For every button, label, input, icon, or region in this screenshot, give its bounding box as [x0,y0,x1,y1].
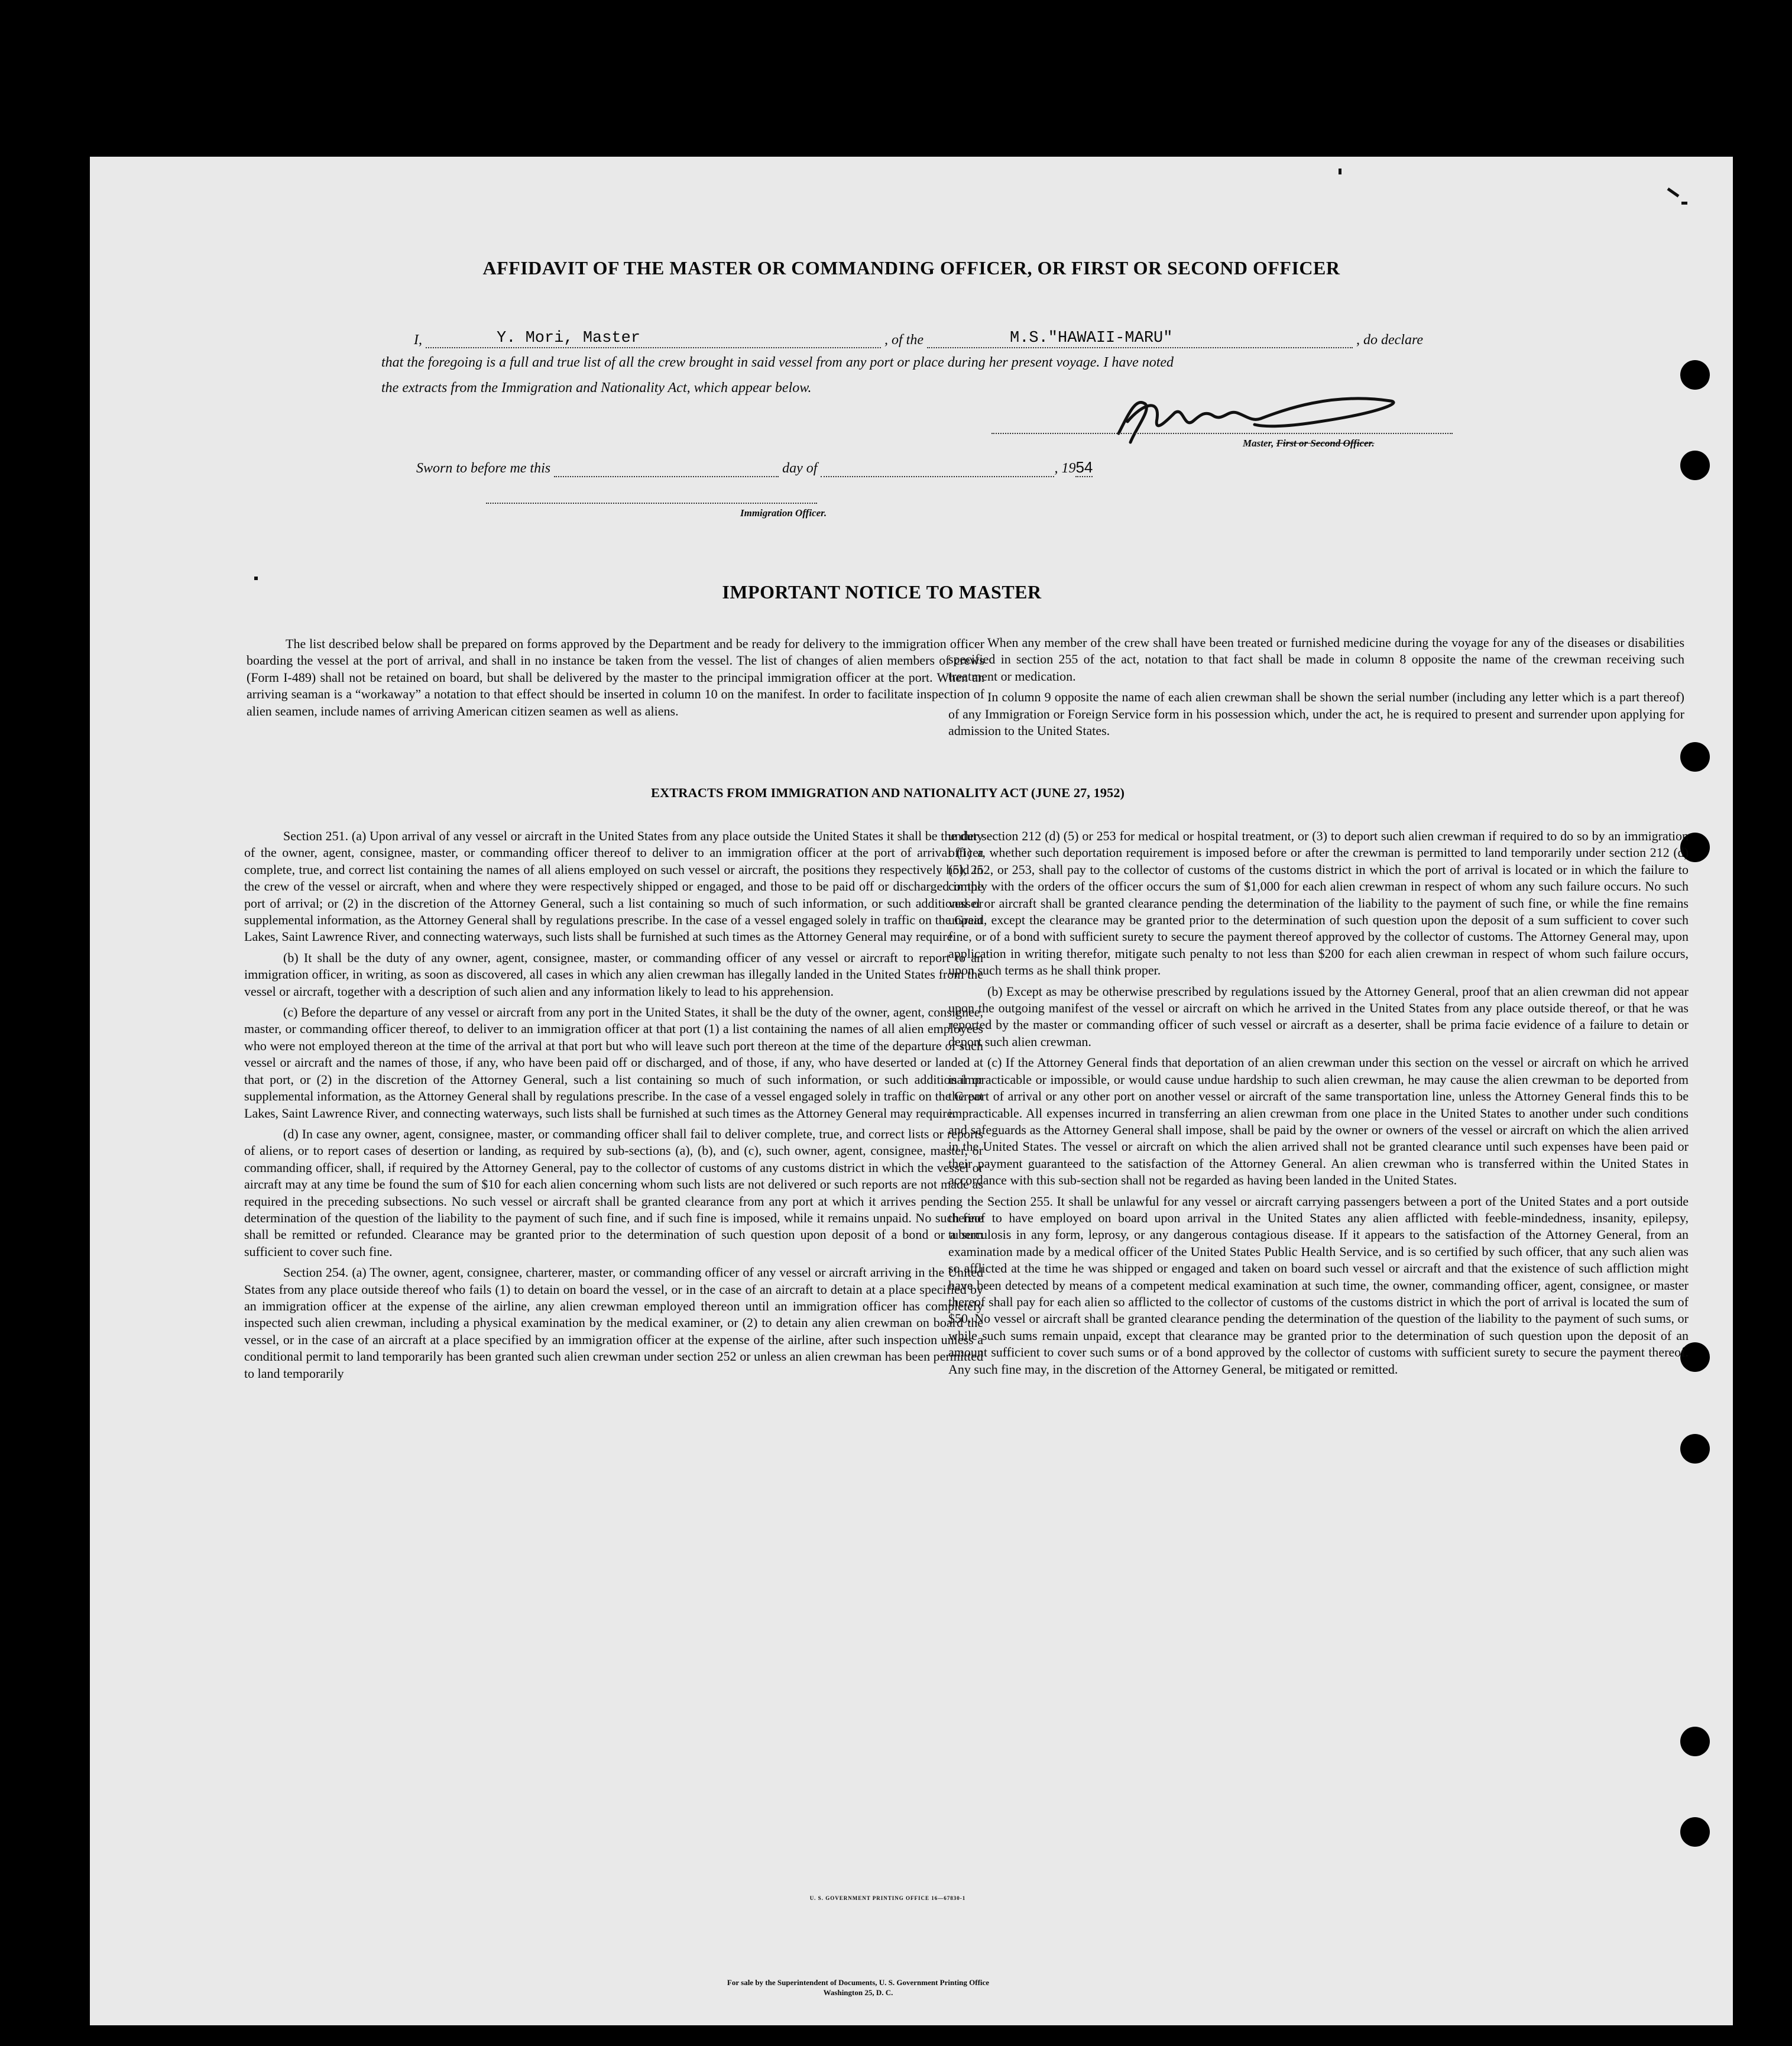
extract-paragraph: (c) If the Attorney General finds that deportation of an alien crewman under this section on the vessel or aircraft on which he arrived is impracticable or impossible, or would cause undue hardship to such alien crewman, he may cause the alien crewman to be deported from the port of arrival or any other port on another vessel or aircraft of the same transportation line, unless the Attorney General finds this to be impracticable. All expenses incurred in transferring an alien crewman from one place in the United States to another under such conditions and safeguards as the Attorney General shall impose, shall be paid by the owner or owners of the vessel or aircraft on which the alien arrived in the United States. The vessel or aircraft on which the alien arrived shall not be granted clearance until such expenses have been paid or their payment guaranteed to the satisfaction of the Attorney General. An alien crewman who is transferred within the United States in accordance with this sub-section shall not be regarded as having been landed in the United States. [948,1055,1689,1188]
extract-paragraph: (c) Before the departure of any vessel or aircraft from any port in the United States, it shall be the duty of the owner, agent, consignee, master, or commanding officer thereof, to deliver to an immigration officer at that port (1) a list containing the names of all alien employees who were not employed thereon at the time of the arrival at that port but who will leave such port thereon at the time of the departure of such vessel or aircraft and the names of those, if any, who have been paid off or discharged, and of those, if any, who have deserted or landed at that port, or (2) in the discretion of the Attorney General, such a list containing so much of such information, or such additional or supplemental information, as the Attorney General shall by regulations prescribe. In the case of a vessel engaged solely in traffic on the Great Lakes, Saint Lawrence River, and connecting waterways, such lists shall be furnished at such times as the Attorney General may require. [244,1005,983,1121]
declaration-line [414,329,1549,348]
affidavit-heading: AFFIDAVIT OF THE MASTER OR COMMANDING OFFICER, OR FIRST OR SECOND OFFICER [482,257,1340,279]
extract-paragraph: (b) It shall be the duty of any owner, agent, consignee, master, or commanding officer of any vessel or aircraft to report to an immigration officer, in writing, as soon as discovered, all cases in which any alien crewman has illegally landed in the United States from the vessel or aircraft, together with a description of such alien and any information likely to lead to his apprehension. [244,950,983,999]
notice-paragraph: In column 9 opposite the name of each alien crewman shall be shown the serial number (including any letter which is a part thereof) of any Immigration or Foreign Service form in his possession which, under the act, he is required to present and surrender upon applying for admission to the United States. [948,689,1684,739]
name-value: Y. Mori, Master [497,329,641,347]
i-label: I, [414,332,422,348]
ink-speck [1339,169,1341,174]
extract-paragraph: Section 255. It shall be unlawful for any vessel or aircraft carrying passengers between a port of the United States and a port outside thereof to have employed on board upon arrival in the United States any alien afflicted with feeble-mindedness, insanity, epilepsy, tuberculosis in any form, leprosy, or any dangerous contagious disease. If it appears to the satisfaction of the Attorney General, from an examination made by a medical officer of the United States Public Health Service, and is so certified by such officer, that any such alien was so afflicted at the time he was shipped or engaged and taken on board such vessel or aircraft and that the existence of such affliction might have been detected by means of a competent medical examination at such time, the owner, commanding officer, agent, consignee, or master thereof shall pay for each alien so afflicted to the collector of customs of the customs district in which the port of arrival is located the sum of $50. No vessel or aircraft shall be granted clearance pending the determination of the question of the liability to the payment of such sums, or while such sums remain unpaid, except that clearance may be granted prior to the determination of such question upon the deposit of an amount sufficient to cover such sums or of a bond approved by the collector of customs with sufficient surety to secure the payment thereof. Any such fine may, in the discretion of the Attorney General, be mitigated or remitted. [948,1193,1689,1377]
sworn-label: Sworn to before me this [416,461,551,476]
signer-title [1243,438,1375,449]
statement-line-2: the extracts from the Immigration and Nationality Act, which appear below. [381,380,812,396]
day-of-label: day of [782,461,818,476]
ink-speck [1681,202,1687,205]
binder-hole [1680,1817,1710,1847]
extract-paragraph: (b) Except as may be otherwise prescribed by regulations issued by the Attorney General, proof that an alien crewman did not appear upon the outgoing manifest of the vessel or aircraft on which he arrived in the United States from any place outside thereof, or that he was reported by the master or commanding officer of such vessel or aircraft as a deserter, shall be prima facie evidence of a failure to detain or deport such alien crewman. [948,983,1689,1049]
year-value[interactable]: 54 [1075,458,1093,476]
notice-paragraph: When any member of the crew shall have been treated or furnished medicine during the voyage for any of the diseases or disabilities specified in section 255 of the act, notation to that fact shall be made in column 8 opposite the name of the crewman receiving such treatment or medication. [948,635,1684,684]
extracts-right-column [948,828,1689,1378]
notice-right-column [948,634,1684,739]
signer-struck-label: First or Second Officer. [1276,438,1375,449]
notice-left-column [247,636,984,720]
binder-hole [1680,1434,1710,1464]
ink-speck [1667,187,1680,198]
ink-speck [254,577,258,580]
sworn-line [416,458,1244,477]
footer-line-1: For sale by the Superintendent of Documents, U. S. Government Printing Office [727,1978,990,1987]
printing-office-line: U. S. GOVERNMENT PRINTING OFFICE 16—67830-1 [809,1895,966,1901]
extract-paragraph: Section 254. (a) The owner, agent, consignee, charterer, master, or commanding officer of any vessel or aircraft arriving in the United States from any place outside thereof who fails (1) to detain on board the vessel, or in the case of an aircraft to detain at a place specified by an immigration officer at the expense of the airline, any alien crewman employed thereon until an immigration officer has completely inspected such alien crewman, including a physical examination by the medical examiner, or (2) to detain any alien crewman on board the vessel, or in the case of an aircraft at a place specified by an immigration officer at the expense of the airline, after such inspection unless a conditional permit to land temporarily has been granted such alien crewman under section 252 or unless an alien crewman has been permitted to land temporarily [244,1265,983,1381]
sworn-month-field[interactable] [821,476,1054,477]
immigration-officer-line[interactable] [486,503,817,504]
name-field[interactable] [426,329,881,348]
declare-label: , do declare [1356,332,1424,348]
notice-paragraph: The list described below shall be prepared on forms approved by the Department and be ready for delivery to the immigration officer boarding the vessel at the port of arrival, and shall in no instance be taken from the vessel. The list of changes of alien members of crews (Form I-489) shall not be retained on board, but shall be delivered by the master to the principal immigration officer at the port. When an arriving seaman is a “workaway” a notation to that effect should be inserted in column 10 on the manifest. In order to facilitate inspection of alien seamen, include names of arriving American citizen seamen as well as aliens. [247,636,984,718]
notice-heading: IMPORTANT NOTICE TO MASTER [722,581,1042,603]
extracts-left-column [244,828,983,1382]
binder-hole [1680,742,1710,772]
vessel-field[interactable] [927,329,1353,348]
binder-hole [1680,360,1710,390]
extract-paragraph: under section 212 (d) (5) or 253 for medical or hospital treatment, or (3) to deport such alien crewman if required to do so by an immigration officer, whether such deportation requirement is imposed before or after the crewman is permitted to land temporarily under section 212 (d) (5), 252, or 253, shall pay to the collector of customs of the customs district in which the port of arrival is located or in which the failure to comply with the orders of the officer occurs the sum of $1,000 for each alien crewman in respect of whom any such failure occurs. No such vessel or aircraft shall be granted clearance pending the determination of the liability to the payment of such fine, or while the fine remains unpaid, except the clearance may be granted prior to the determination of such question upon the deposit of a sum sufficient to cover such fine, or of a bond with sufficient surety to secure the payment thereof approved by the collector of customs. The Attorney General may, upon application in writing therefor, mitigate such penalty to not less than $200 for each alien crewman in respect of whom such failure occurs, upon such terms as he shall think proper. [948,828,1689,978]
immigration-officer-label: Immigration Officer. [740,507,827,519]
year-prefix: , 19 [1054,461,1076,476]
statement-line-1: that the foregoing is a full and true list of all the crew brought in said vessel from any port or place during her present voyage. I have noted [381,355,1174,370]
binder-hole [1680,1727,1710,1756]
vessel-value: M.S."HAWAII-MARU" [1010,329,1173,347]
signer-master-label: Master, [1243,438,1274,449]
sworn-day-field[interactable] [554,476,779,477]
binder-hole [1680,451,1710,480]
extract-paragraph: (d) In case any owner, agent, consignee, master, or commanding officer shall fail to deliver complete, true, and correct lists or reports of aliens, or to report cases of desertion or landing, as required by sub-sections (a), (b), and (c), such owner, agent, consignee, master, or commanding officer, shall, if required by the Attorney General, pay to the collector of customs of any customs district in which the vessel or aircraft may at any time be found the sum of $10 for each alien concerning whom such lists are not delivered or such reports are not made as required in the preceding subsections. No such vessel or aircraft shall be granted clearance from any port at which it arrives pending the determination of the question of the liability to the payment of such fine, and if such fine is imposed, while it remains unpaid. No such fine shall be remitted or refunded. Clearance may be granted prior to the determination of such question upon deposit of a bond or a sum sufficient to cover such fine. [244,1126,983,1259]
form-page [90,157,1733,2025]
signature-line[interactable] [991,433,1453,434]
extracts-heading: EXTRACTS FROM IMMIGRATION AND NATIONALITY ACT (JUNE 27, 1952) [650,785,1125,800]
footer-line-2: Washington 25, D. C. [823,1988,893,1997]
of-the-label: , of the [884,332,923,348]
extract-paragraph: Section 251. (a) Upon arrival of any vessel or aircraft in the United States from any place outside the United States it shall be the duty of the owner, agent, consignee, master, or commanding officer thereof to deliver to an immigration officer at the port of arrival (1) a complete, true, and correct list containing the names of all aliens employed on such vessel or aircraft, the positions they respectively hold in the crew of the vessel or aircraft, when and where they were respectively shipped or engaged, and those to be paid off or discharged in the port of arrival; or (2) in the discretion of the Attorney General, such a list containing so much of such information, or such additional or supplemental information, as the Attorney General shall by regulations prescribe. In the case of a vessel engaged solely in traffic on the Great Lakes, Saint Lawrence River, and connecting waterways, such lists shall be furnished at such times as the Attorney General may require. [244,828,983,944]
